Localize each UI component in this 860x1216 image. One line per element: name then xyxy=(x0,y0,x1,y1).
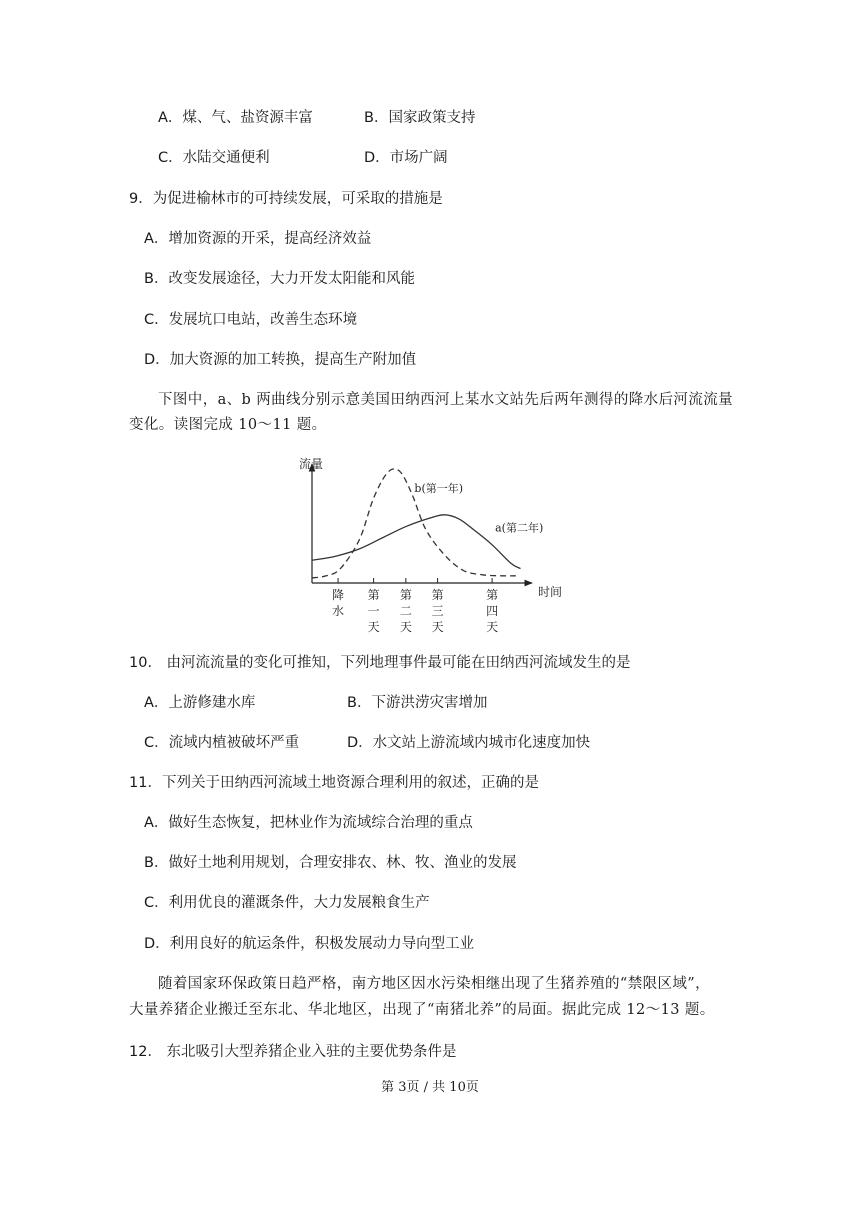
x-axis-label: 时间 xyxy=(538,585,563,599)
q9-option-c: C．发展坑口电站，改善生态环境 xyxy=(144,312,358,328)
x-tick-label-3-1: 三 xyxy=(431,604,444,618)
series-label-0: b(第一年) xyxy=(414,482,464,496)
q8-option-a: A．煤、气、盐资源丰富 xyxy=(158,110,313,126)
intro-12-13-line2: 大量养猪企业搬迁至东北、华北地区，出现了“南猪北养”的局面。据此完成 12～13 题。 xyxy=(129,1002,715,1018)
q10-option-d: D．水文站上游流域内城市化速度加快 xyxy=(347,735,591,751)
y-axis-label: 流量 xyxy=(299,457,324,471)
q10-stem: 10． 由河流流量的变化可推知，下列地理事件最可能在田纳西河流域发生的是 xyxy=(129,655,631,671)
q11-option-b: B．做好土地利用规划，合理安排农、林、牧、渔业的发展 xyxy=(144,855,517,871)
q9-option-b: B．改变发展途径，大力开发太阳能和风能 xyxy=(144,271,415,287)
q8-option-d: D．市场广阔 xyxy=(364,150,448,166)
series-label-1: a(第二年) xyxy=(495,521,544,535)
q9-option-a: A．增加资源的开采，提高经济效益 xyxy=(144,231,372,247)
x-tick-label-3-0: 第 xyxy=(431,588,444,602)
q11-option-c: C．利用优良的灌溉条件，大力发展粮食生产 xyxy=(144,895,430,911)
q11-option-d: D．利用良好的航运条件，积极发展动力导向型工业 xyxy=(144,936,475,952)
q8-option-c: C．水陆交通便利 xyxy=(158,150,270,166)
q9-option-d: D．加大资源的加工转换，提高生产附加值 xyxy=(144,352,417,368)
x-tick-label-2-0: 第 xyxy=(399,588,412,602)
x-tick-label-1-0: 第 xyxy=(367,588,380,602)
q8-option-b: B．国家政策支持 xyxy=(364,110,476,126)
q12-stem: 12． 东北吸引大型养猪企业入驻的主要优势条件是 xyxy=(129,1044,457,1060)
q11-stem: 11．下列关于田纳西河流域土地资源合理利用的叙述，正确的是 xyxy=(129,775,539,791)
x-tick-label-2-2: 天 xyxy=(399,620,412,634)
intro-12-13-line1: 随着国家环保政策日趋严格，南方地区因水污染相继出现了生猪养殖的“禁限区域”， xyxy=(158,976,711,992)
x-tick-label-4-1: 四 xyxy=(486,604,499,618)
x-tick-group xyxy=(332,578,498,634)
q10-option-a: A．上游修建水库 xyxy=(144,695,256,711)
q11-option-a: A．做好生态恢复，把林业作为流域综合治理的重点 xyxy=(144,815,473,831)
flow-chart xyxy=(290,450,580,635)
series-group xyxy=(312,469,543,578)
x-tick-label-0-1: 水 xyxy=(332,604,345,618)
x-tick-label-0-0: 降 xyxy=(332,588,345,602)
intro-10-11-line2: 变化。读图完成 10～11 题。 xyxy=(129,417,327,433)
x-tick-label-2-1: 二 xyxy=(399,604,412,618)
x-tick-label-3-2: 天 xyxy=(431,620,444,634)
q9-stem: 9．为促进榆林市的可持续发展，可采取的措施是 xyxy=(129,191,443,207)
x-tick-label-4-0: 第 xyxy=(486,588,499,602)
intro-10-11-line1: 下图中，a、b 两曲线分别示意美国田纳西河上某水文站先后两年测得的降水后河流流量 xyxy=(158,392,734,408)
series-line-1 xyxy=(312,515,521,569)
x-tick-label-1-1: 一 xyxy=(367,604,380,618)
q10-option-b: B．下游洪涝灾害增加 xyxy=(347,695,488,711)
q10-option-c: C．流域内植被破坏严重 xyxy=(144,735,300,751)
x-tick-label-4-2: 天 xyxy=(486,620,499,634)
page-footer: 第 3页 / 共 10页 xyxy=(381,1080,479,1095)
x-tick-label-1-2: 天 xyxy=(367,620,380,634)
